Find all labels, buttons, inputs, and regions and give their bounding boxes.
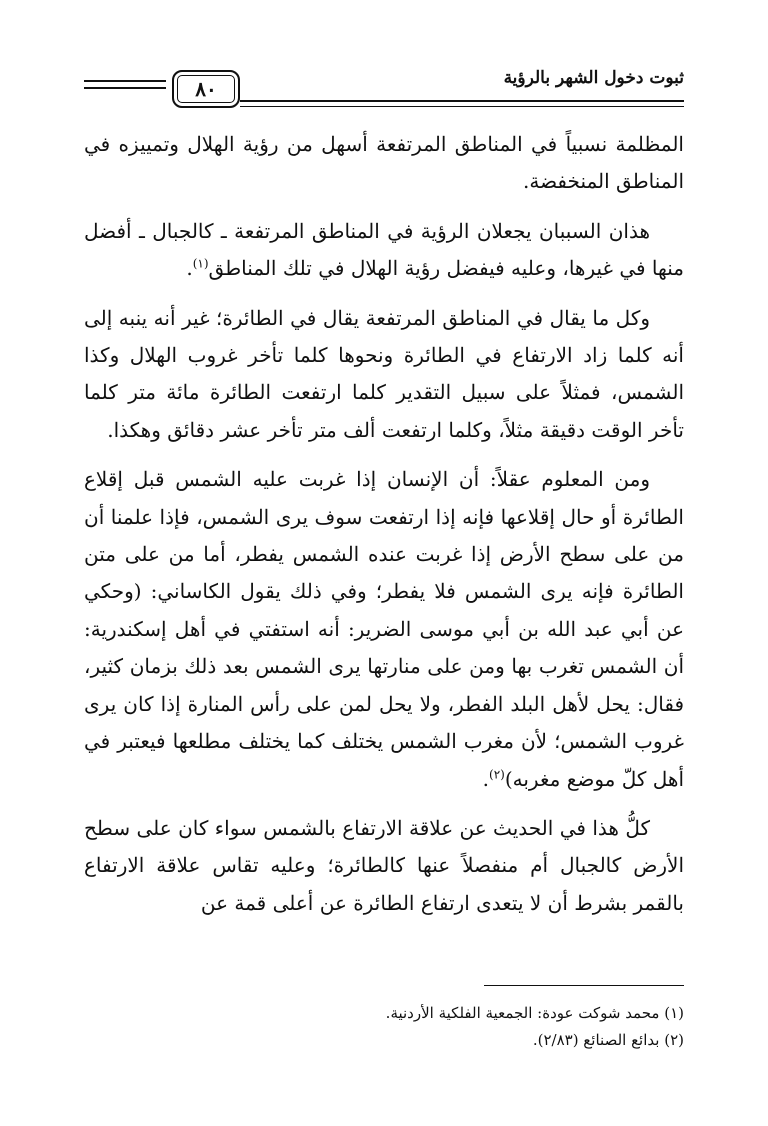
running-title: ثبوت دخول الشهر بالرؤية — [503, 68, 684, 88]
page-number: ٨٠ — [195, 77, 217, 101]
footnote-separator — [484, 985, 684, 986]
paragraph-text: المظلمة نسبياً في المناطق المرتفعة أسهل من رؤية الهلال وتمييزه في المناطق المنخفضة. — [84, 132, 684, 194]
main-text — [84, 126, 684, 934]
footnote-ref[interactable]: (٢) — [489, 766, 505, 781]
footnotes — [84, 1000, 684, 1054]
paragraph — [84, 213, 684, 288]
paragraph-end: . — [482, 766, 490, 791]
paragraph — [84, 461, 684, 798]
paragraph-text: وكل ما يقال في المناطق المرتفعة يقال في الطائرة؛ غير أنه ينبه إلى أنه كلما زاد الارتفاع في الطائرة ونحوها كلما تأخر غروب الهلال وكذا الشمس، فمثلاً على سبيل التقدير كلما ارتفعت الطائرة مائة متر كلما تأخر الوقت دقيقة مثلاً، وكلما ارتفعت ألف متر تأخر عشر دقائق وهكذا. — [84, 305, 684, 442]
paragraph-text: ومن المعلوم عقلاً: أن الإنسان إذا غربت عليه الشمس قبل إقلاع الطائرة أو حال إقلاعها فإنه إذا ارتفعت سوف يرى الشمس، فإذا علمنا أن من على سطح الأرض إذا غربت عنده الشمس يفطر، أما من على متن الطائرة فإنه يرى الشمس فلا يفطر؛ وفي ذلك يقول الكاساني: (وحكي عن أبي عبد الله بن أبي موسى الضرير: أنه استفتي في أهل إسكندرية: أن الشمس تغرب بها ومن على منارتها يرى الشمس بعد ذلك بزمان كثير، فقال: يحل لأهل البلد الفطر، ولا يحل لمن على رأس المنارة إذا كان يرى غروب الشمس؛ لأن مغرب الشمس يختلف كما يختلف مطلعها فيعتبر في أهل كلّ موضع مغربه) — [84, 467, 684, 791]
paragraph-end: . — [186, 256, 193, 281]
footnote: (٢) بدائع الصنائع (٢/٨٣). — [532, 1031, 684, 1049]
header-rule-right — [240, 100, 684, 102]
header-rule-left — [84, 80, 166, 82]
page-number-box — [172, 70, 240, 108]
paragraph-text: كلُّ هذا في الحديث عن علاقة الارتفاع بالشمس سواء كان على سطح الأرض كالجبال أم منفصلاً عنها كالطائرة؛ وعليه تقاس علاقة الارتفاع بالقمر بشرط أن لا يتعدى ارتفاع الطائرة عن أعلى قمة عن — [84, 815, 684, 915]
header-rule-right-lower — [240, 106, 684, 107]
page-header — [84, 62, 684, 110]
paragraph — [84, 300, 684, 450]
footnote-ref[interactable]: (١) — [192, 256, 209, 271]
paragraph — [84, 810, 684, 922]
paragraph — [84, 126, 684, 201]
footnote: (١) محمد شوكت عودة: الجمعية الفلكية الأردنية. — [385, 1004, 684, 1022]
header-rule-left-lower — [84, 87, 166, 89]
paragraph-text: هذان السببان يجعلان الرؤية في المناطق المرتفعة ـ كالجبال ـ أفضل منها في غيرها، وعليه فيفضل رؤية الهلال في تلك المناطق — [84, 218, 684, 281]
